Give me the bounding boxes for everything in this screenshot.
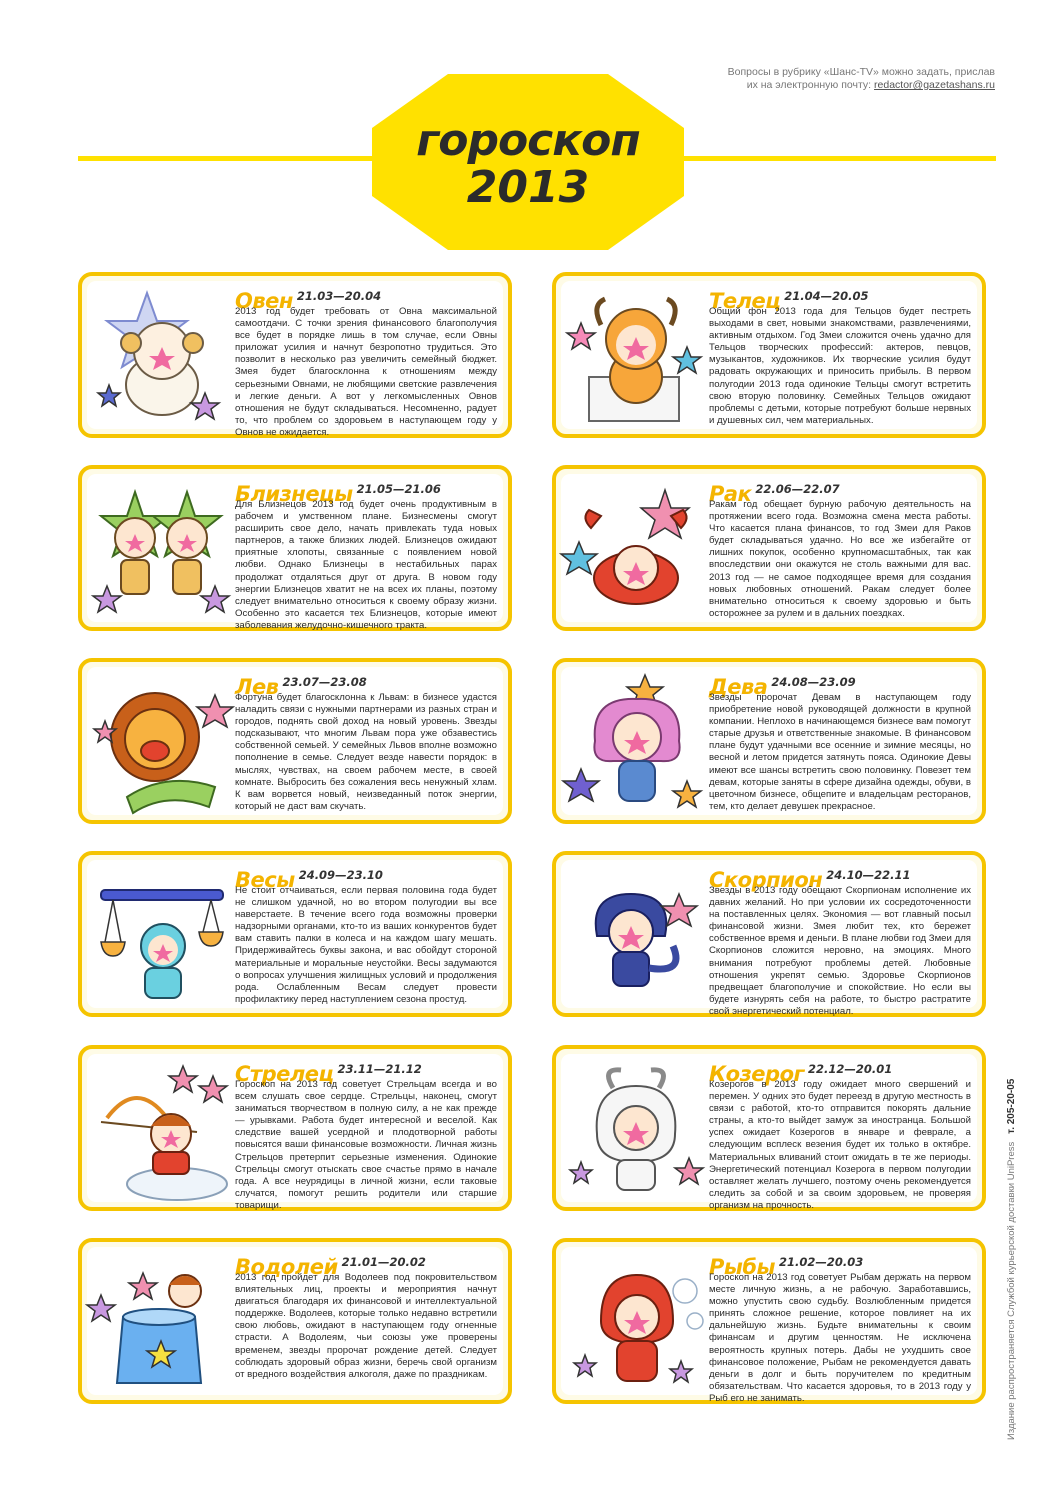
sign-name: Стрелец [235, 1062, 334, 1086]
distribution-text: Издание распространяется Службой курьерской доставки UniPress [1006, 1141, 1017, 1440]
sign-dates: 24.08—23.09 [771, 675, 856, 689]
sign-dates: 21.05—21.06 [356, 482, 441, 496]
sign-card-pisces [552, 1238, 986, 1404]
sign-dates: 23.11—21.12 [337, 1062, 422, 1076]
sign-name: Рак [709, 482, 752, 506]
sign-card-sagittarius [78, 1045, 512, 1211]
contact-line-2-text: их на электронную почту: [746, 79, 872, 91]
contact-note [635, 66, 995, 92]
sign-dates: 24.09—23.10 [298, 868, 383, 882]
sign-dates: 21.03—20.04 [296, 289, 382, 303]
sign-text: Гороскоп на 2013 год советует Рыбам держать на первом месте личную жизнь, а не рабочую. Заработавшись, можно упустить свою судьбу. Возлюбленным придется принять сложное решение, которое повлияет на их дальнейшую жизнь. Будьте внимательны к своим финансам и другим ценностям. Не исключена вероятность крупных потерь. Дабы не ухудшить свое финансовое положение, Рыбам не рекомендуется давать деньги в долг и быть поручителем по кредитным обязательствам. Что касается здоровья, то в 2013 году у Рыб его не занимать. [709, 1272, 971, 1404]
contact-line-2 [635, 79, 995, 92]
header-rule-right [676, 156, 996, 161]
libra-scales-icon [87, 864, 237, 1014]
title-line-2: 2013 [466, 162, 590, 213]
sign-name: Дева [709, 675, 768, 699]
cancer-crab-icon [561, 478, 711, 628]
sign-card-libra [78, 851, 512, 1017]
aquarius-jug-icon [87, 1251, 237, 1401]
virgo-girl-icon [561, 671, 711, 821]
leo-lion-icon [87, 671, 237, 821]
sign-text: Ракам год обещает бурную рабочую деятельность на протяжении всего года. Возможна смена места работы. Что касается плана финансов, то год Змеи для Раков будет складываться удачно. Но все же избегайте от лишних покупок, особенно крупномасштабных, так как впоследствии они окажутся не столь важными для вас. 2013 год — не самое подходящее время для создания новых любовных отношений. Ракам следует более внимательно относиться к своему здоровью и быть осторожнее за рулем и в дальних поездках. [709, 499, 971, 619]
contact-line-1: Вопросы в рубрику «Шанс-TV» можно задать, прислав [727, 66, 995, 78]
sign-text: Общий фон 2013 года для Тельцов будет пестреть выходами в свет, новыми знакомствами, развлечениями, активным отдыхом. Год Змеи сложится очень удачно для Тельцов творческих профессий: актеров, певцов, музыкантов, художников. Их творческие усилия будут радовать окружающих и приносить прибыль. В первом полугодии 2013 года одинокие Тельцы смогут встретить свою вторую половинку. Семейных Тельцов ожидают проблемы с детьми, которые потребуют больше нервных и душевных сил, чем материальных. [709, 306, 971, 426]
header-rule-left [78, 156, 378, 161]
sign-text: Козерогов в 2013 году ожидает много свершений и перемен. У одних это будет переезд в другую местность в связи с работой, кто-то отправится покорять дальние страны, а кто-то выйдет замуж за иностранца. Большой успех ожидает Козерогов в январе и феврале, а следующим всплеск везения будет их только в октябре. Материальных вливаний стоит ожидать в те же периоды. Энергетический потенциал Козерога в первом полугодии оставляет желать лучшего, поэтому очень рекомендуется следить за собой и за своим здоровьем, не проверяя организм на прочность. [709, 1079, 971, 1211]
sign-name: Рыбы [709, 1255, 776, 1279]
capricorn-goat-icon [561, 1058, 711, 1208]
sign-dates: 22.06—22.07 [755, 482, 840, 496]
page-title [372, 115, 684, 213]
sign-dates: 22.12—20.01 [807, 1062, 893, 1076]
sign-text: Не стоит отчаиваться, если первая половина года будет не слишком удачной, но во втором полугодии вы все наверстаете. В течение всего года возможны проверки надзорными органами, кто-то из ваших конкурентов будет вам ставить палки в колеса и на каждом шагу мешать. Придерживайтесь буквы закона, и вас обойдут стороной материальные и моральные неустойки. Весы задумаются о вопросах улучшения жилищных условий и продолжения рода. Ослабленным Весам следует провести профилактику перед наступлением сезона простуд. [235, 885, 497, 1005]
sign-text: Фортуна будет благосклонна к Львам: в бизнесе удастся наладить связи с нужными партнерами из разных стран и городов, поднять свой доход на новый уровень. Звезды подсказывают, что многим Львам пора уже обзавестись собственной семьей. У семейных Львов вполне возможно пополнение в семье. Следует везде навести порядок: в мыслях, чувствах, на своем рабочем месте, в своей комнате. Выбросить без сожаления весь ненужный хлам. К вам ворвется новый, неизведанный поток энергии, который не даст вам скучать. [235, 692, 497, 812]
sign-card-gemini [78, 465, 512, 631]
distribution-code: т. 205-20-05 [1006, 1078, 1017, 1134]
gemini-twins-icon [87, 478, 237, 628]
sagittarius-archer-icon [87, 1058, 237, 1208]
sign-name: Водолей [235, 1255, 338, 1279]
sign-text: 2013 год будет требовать от Овна максимальной самоотдачи. С точки зрения финансового благополучия все будет в порядке лишь в том случае, если Овны приложат усилия и начнут безропотно трудиться. Это позволит в несколько раз увеличить семейный бюджет. Змея будет благосклонна к отношениям между серьезными Овнами, не любящими светские развлечения и легкие деньги. А вот у легкомысленных Овнов отношения не будут складываться. Несомненно, радует то, что проблем со здоровьем в наступающем году у Овнов не ожидается. [235, 306, 497, 438]
sign-card-cancer [552, 465, 986, 631]
sign-dates: 21.01—20.02 [341, 1255, 426, 1269]
sign-name: Козерог [709, 1062, 804, 1086]
sign-dates: 21.04—20.05 [784, 289, 869, 303]
sign-card-virgo [552, 658, 986, 824]
sign-name: Весы [235, 868, 295, 892]
sign-name: Лев [235, 675, 279, 699]
sign-dates: 24.10—22.11 [826, 868, 911, 882]
sign-card-aries [78, 272, 512, 438]
sign-dates: 21.02—20.03 [779, 1255, 864, 1269]
title-line-1: гороскоп [416, 115, 640, 166]
sign-name: Близнецы [235, 482, 353, 506]
sign-text: Для Близнецов 2013 год будет очень продуктивным в рабочем и умственном плане. Бизнесмены смогут расширить свое дело, начать привлекать туда новых партнеров, а также близких людей. Близнецов ожидают приятные хлопоты, связанные с появлением новой любви. Однако Близнецы в нестабильных парах продолжат отдаляться друг от друга. В новом году энергии Близнецов хватит не на всех их планы, поэтому следует внимательно относиться к своему образу жизни. Особенно это касается тех Близнецов, которые имеют заболевания желудочно-кишечного тракта. [235, 499, 497, 631]
sign-name: Скорпион [709, 868, 823, 892]
pisces-fish-icon [561, 1251, 711, 1401]
sign-name: Телец [709, 289, 781, 313]
sign-text: Звезды пророчат Девам в наступающем году приобретение новой руководящей должности в крупной компании. Неплохо в начинающемся бизнесе вам помогут старые друзья и ответственные знакомые. В финансовом плане будут удачными все осенние и зимние месяцы, но весной и летом придется затянуть пояса. Одинокие Девы имеют все шансы встретить свою половинку. Повезет тем девам, которые заняты в сфере дизайна одежды, обуви, в цветочном бизнесе, общепите и владельцам ресторанов, тем, кто делает девушек прекрасное. [709, 692, 971, 812]
aries-ram-icon [87, 285, 237, 435]
sign-card-aquarius [78, 1238, 512, 1404]
sign-name: Овен [235, 289, 293, 313]
sign-card-capricorn [552, 1045, 986, 1211]
sign-card-scorpio [552, 851, 986, 1017]
scorpio-scorpion-icon [561, 864, 711, 1014]
distribution-note [1006, 1040, 1017, 1440]
sign-text: Гороскоп на 2013 год советует Стрельцам всегда и во всем слушать свое сердце. Стрельцы, наконец, смогут заниматься творчеством в полную силу, а не как прежде — урывками. Работа будет интересной и веселой. Как следствие вашей усердной и плодотворной работы повысятся ваши финансовые возможности. Личная жизнь Стрельцов претерпит серьезные изменения. Одинокие Стрельцы смогут отыскать свое счастье прямо в начале года. А все неурядицы в личной жизни, если таковые случатся, помогут решить родители или старшие товарищи. [235, 1079, 497, 1211]
sign-card-leo [78, 658, 512, 824]
sign-dates: 23.07—23.08 [282, 675, 367, 689]
email-link[interactable]: redactor@gazetashans.ru [874, 79, 995, 91]
sign-text: 2013 год пройдет для Водолеев под покровительством влиятельных лиц, проекты и мероприятия начнут двигаться благодаря их финансовой и интеллектуальной поддержке. Водолеев, которые только недавно встретили свою любовь, ожидают в наступающем году огненные страсти. А Водолеям, чьи союзы уже проверены временем, звезды пророчат рождение детей. Следует соблюдать здоровый образ жизни, беречь свой организм от вредного воздействия алкоголя, даже по праздникам. [235, 1272, 497, 1380]
sign-text: Звезды в 2013 году обещают Скорпионам исполнение их давних желаний. Но при условии их сосредоточенности на поставленных целях. Экономия — вот главный посыл финансовой жизни. Змея любит тех, кто бережет собственное время и деньги. В плане любви год Змеи для Скорпионов сложится неровно, на эмоциях. Много внимания потребуют проблемы детей. Любовные отношения укрепят семью. Здоровье Скорпионов предвещает благополучие и спокойствие. Но если вы будете изнурять себя на работе, то быстро растратите свой энергетический потенциал. [709, 885, 971, 1017]
taurus-bull-icon [561, 285, 711, 435]
sign-card-taurus [552, 272, 986, 438]
